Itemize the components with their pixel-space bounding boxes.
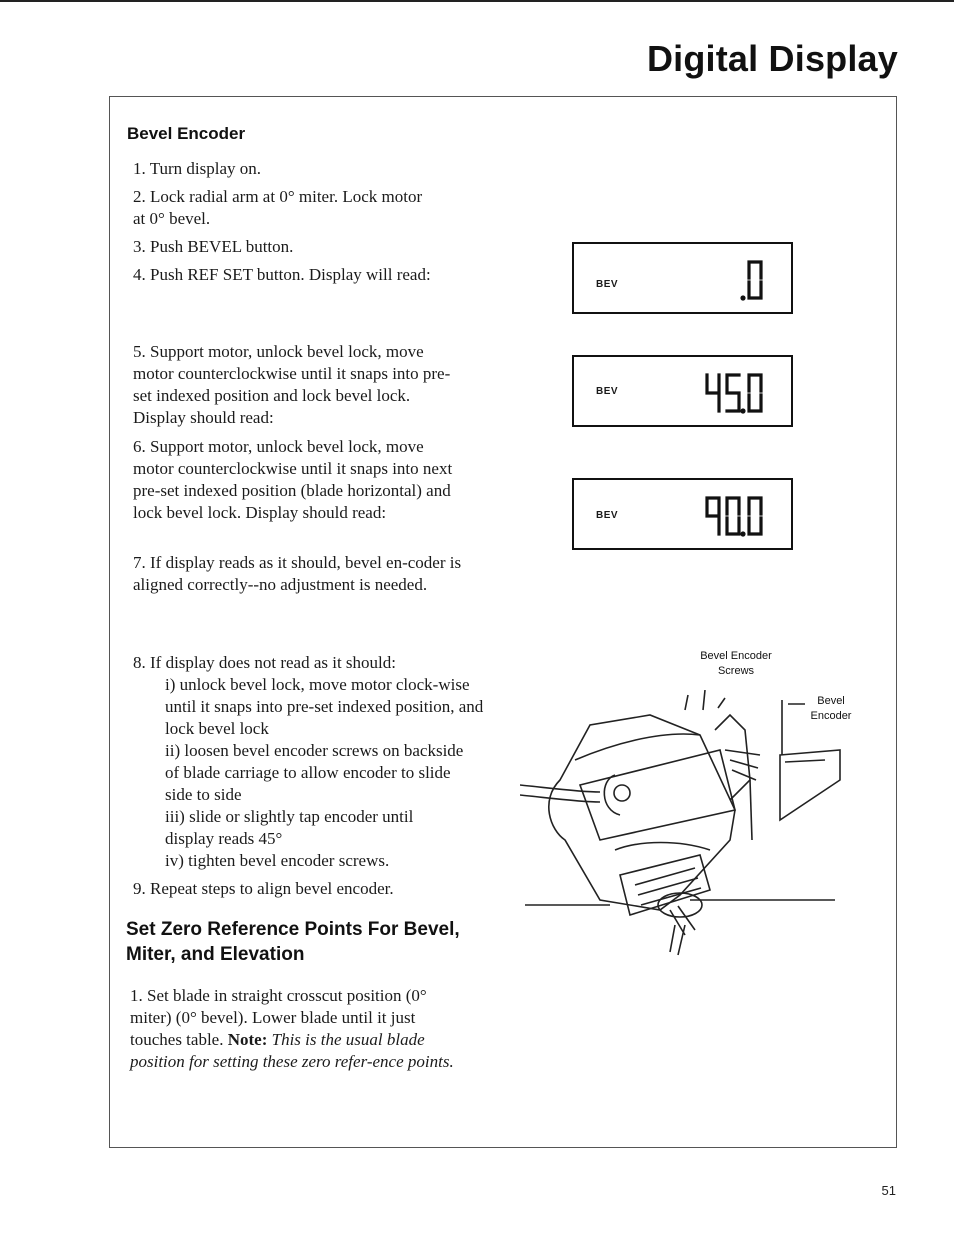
zero-reference-heading: Set Zero Reference Points For Bevel, Miter, and Elevation [126,919,460,965]
note-text: This is the usual blade position for setting these zero refer-ence points. [130,1030,454,1071]
step-1: 1. Turn display on. [133,159,261,178]
substep-ii: ii) loosen bevel encoder screws on backside of blade carriage to allow encoder to slide side to side [165,741,464,804]
lcd-label: BEV [596,279,619,290]
bevel-encoder-illustration [520,690,850,960]
step-4: 4. Push REF SET button. Display will read: [133,265,431,284]
lcd-display-ref [572,242,793,314]
step-7: 7. If display reads as it should, bevel en-coder is aligned correctly--no adjustment is needed. [133,553,462,594]
page-number: 51 [881,1183,896,1198]
top-rule [0,0,954,2]
callout-bevel-encoder: Bevel Encoder [810,695,852,722]
step-9: 9. Repeat steps to align bevel encoder. [133,879,394,898]
lcd-label: BEV [596,386,619,397]
callout-encoder-screws: Bevel Encoder Screws [700,650,772,677]
step-2: 2. Lock radial arm at 0° miter. Lock motor at 0° bevel. [133,187,423,228]
lcd-label: BEV [596,510,619,521]
zero-step-1 [130,985,460,1073]
lcd-display-45 [572,355,793,427]
lcd-reading-0 [651,252,771,308]
note-label: Note: [227,1030,268,1049]
step-3: 3. Push BEVEL button. [133,237,294,256]
step-8: 8. If display does not read as it should: [133,653,396,672]
zero-step-1-text: 1. Set blade in straight crosscut position (0° miter) (0° bevel). Lower blade until it just touches table. [130,986,427,1049]
step-6: 6. Support motor, unlock bevel lock, move motor counterclockwise until it snaps into next pre-set indexed position (blade horizontal) and lock bevel lock. Display should read: [133,437,453,522]
substep-i: i) unlock bevel lock, move motor clock-wise until it snaps into pre-set indexed position, and lock bevel lock [165,675,484,738]
bevel-encoder-heading: Bevel Encoder [127,124,246,143]
lcd-display-90 [572,478,793,550]
lcd-reading-90 [651,488,771,544]
substep-iv: iv) tighten bevel encoder screws. [165,851,390,870]
substep-iii: iii) slide or slightly tap encoder until display reads 45° [165,807,414,848]
lcd-reading-45 [651,365,771,421]
step-5: 5. Support motor, unlock bevel lock, move motor counterclockwise until it snaps into pre-set indexed position and lock bevel lock. Display should read: [133,342,451,427]
page-title: Digital Display [646,38,898,79]
